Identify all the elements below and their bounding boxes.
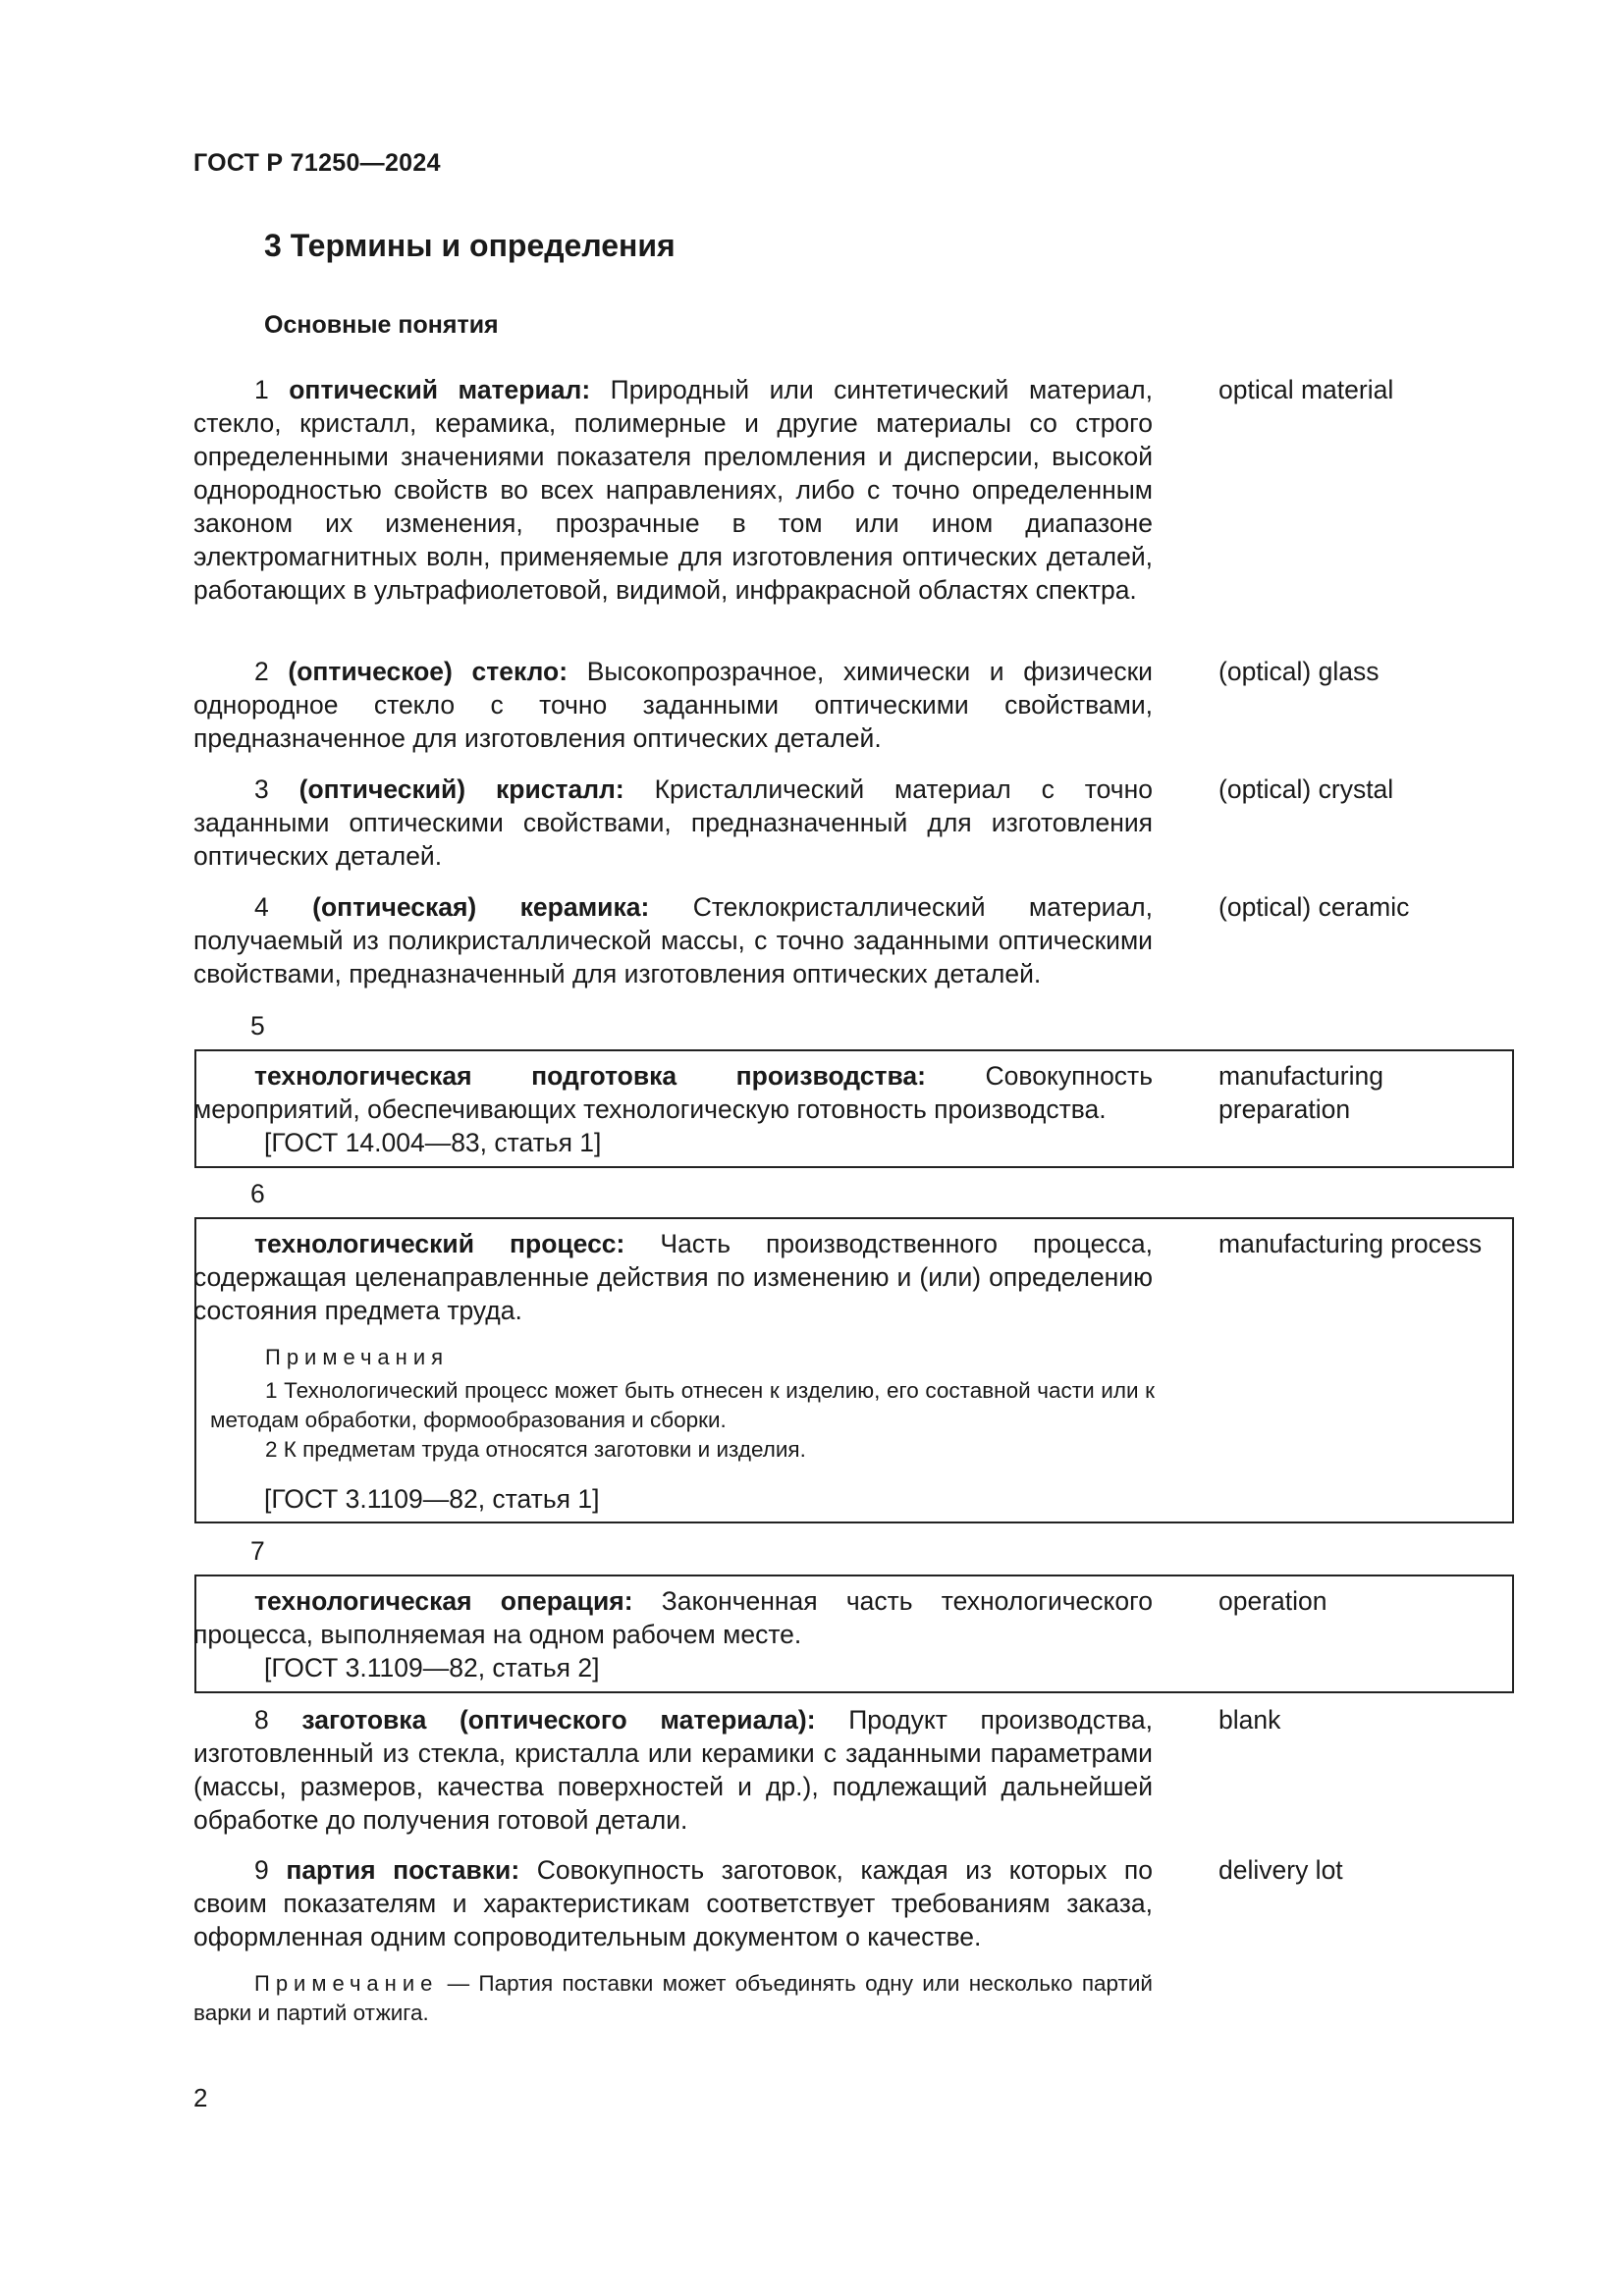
term-number: 2 <box>254 657 269 686</box>
term-english-9: delivery lot <box>1218 1855 1343 1885</box>
term-name: (оптическая) керамика: <box>312 892 650 922</box>
term-english-6: manufacturing process <box>1218 1229 1483 1258</box>
note-1: 1 Технологический процесс может быть отнесен к изделию, его составной части или к методам обработки, формообразования и сборки. <box>210 1378 1155 1432</box>
term-source-7: [ГОСТ 3.1109—82, статья 2] <box>264 1653 600 1682</box>
term-number: 9 <box>254 1855 269 1885</box>
term-definition: Кристаллический материал с точно заданными оптическими свойствами, предназначенный для изготовления оптических деталей. <box>193 774 1153 871</box>
term-entry-3 <box>193 773 1153 873</box>
standard-code: ГОСТ Р 71250—2024 <box>193 149 441 177</box>
term-entry-2 <box>193 655 1153 755</box>
term-english-7: operation <box>1218 1586 1327 1616</box>
term-number-6: 6 <box>250 1179 265 1208</box>
term-definition: Стеклокристаллический материал, получаемый из поликристаллической массы, с точно заданными оптическими свойствами, предназначенный для изготовления оптических деталей. <box>193 892 1153 988</box>
term-number-7: 7 <box>250 1536 265 1566</box>
term-entry-8 <box>193 1703 1153 1837</box>
term-name: технологическая подготовка производства: <box>254 1061 926 1091</box>
final-note-label: Примечание <box>254 1971 439 1996</box>
term-entry-5 <box>193 1059 1153 1126</box>
term-english-1: optical material <box>1218 375 1394 404</box>
term-name: заготовка (оптического материала): <box>301 1705 816 1735</box>
term-english-3: (optical) crystal <box>1218 774 1394 804</box>
term-name: (оптическое) стекло: <box>288 657 568 686</box>
term-entry-6 <box>193 1227 1153 1327</box>
term-entry-9 <box>193 1853 1153 1953</box>
term-name: технологическая операция: <box>254 1586 633 1616</box>
term-entry-4 <box>193 890 1153 990</box>
term-name: (оптический) кристалл: <box>298 774 624 804</box>
term-definition: Совокупность заготовок, каждая из которых по своим показателям и характеристикам соответствует требованиям заказа, оформленная одним сопроводительным документом о качестве. <box>193 1855 1153 1951</box>
note-2: 2 К предметам труда относятся заготовки и изделия. <box>265 1437 806 1462</box>
final-note <box>193 1969 1153 2028</box>
term-english-5: manufacturing preparation <box>1218 1061 1383 1124</box>
term-number: 4 <box>254 892 269 922</box>
final-note-text: — Партия поставки может объединять одну или несколько партий варки и партий отжига. <box>193 1971 1153 2025</box>
section-title: 3 Термины и определения <box>264 228 676 263</box>
term-definition: Часть производственного процесса, содержащая целенаправленные действия по изменению и (или) определению состояния предмета труда. <box>193 1229 1153 1325</box>
term-english-8: blank <box>1218 1705 1281 1735</box>
term-definition: Законченная часть технологического процесса, выполняемая на одном рабочем месте. <box>193 1586 1153 1649</box>
term-entry-7 <box>193 1584 1153 1651</box>
term-entry-1 <box>193 373 1153 607</box>
term-definition: Высокопрозрачное, химически и физически однородное стекло с точно заданными оптическими свойствами, предназначенное для изготовления оптических деталей. <box>193 657 1153 753</box>
term-definition: Продукт производства, изготовленный из стекла, кристалла или керамики с заданными параметрами (массы, размеров, качества поверхностей и др.), подлежащий дальнейшей обработке до получения готовой детали. <box>193 1705 1154 1835</box>
term-source-6: [ГОСТ 3.1109—82, статья 1] <box>264 1484 600 1514</box>
notes-heading: Примечания <box>265 1345 450 1369</box>
term-english-2: (optical) glass <box>1218 657 1380 686</box>
term-definition: Совокупность мероприятий, обеспечивающих технологическую готовность производства. <box>193 1061 1153 1124</box>
term-number-5: 5 <box>250 1011 265 1041</box>
term-name: партия поставки: <box>286 1855 520 1885</box>
term-number: 1 <box>254 375 269 404</box>
term-name: технологический процесс: <box>254 1229 625 1258</box>
page-number: 2 <box>193 2083 208 2112</box>
term-source-5: [ГОСТ 14.004—83, статья 1] <box>264 1128 602 1157</box>
term-number: 3 <box>254 774 269 804</box>
term-number: 8 <box>254 1705 269 1735</box>
term-english-4: (optical) ceramic <box>1218 892 1410 922</box>
term-definition: Природный или синтетический материал, стекло, кристалл, керамика, полимерные и другие материалы со строго определенными значениями показателя преломления и дисперсии, высокой однородностью свойств во всех направлениях, либо с точно определенным законом их изменения, прозрачные в том или ином диапазоне электромагнитных волн, применяемые для изготовления оптических деталей, работающих в ультрафиолетовой, видимой, инфракрасной областях спектра. <box>193 375 1153 605</box>
term-name: оптический материал: <box>289 375 591 404</box>
subsection-title: Основные понятия <box>264 311 499 339</box>
